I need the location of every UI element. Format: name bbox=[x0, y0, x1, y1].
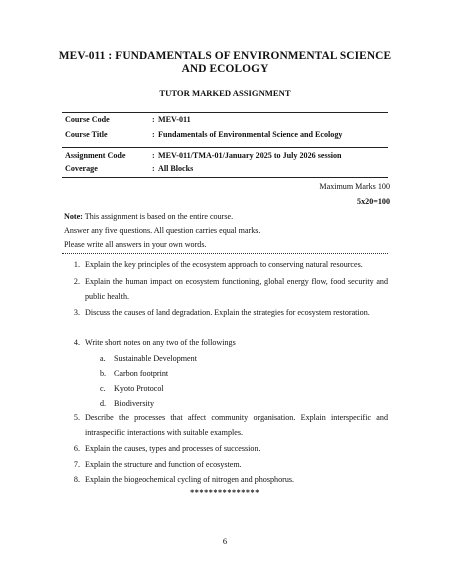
meta-key: Assignment Code bbox=[65, 151, 126, 160]
sub-item-b bbox=[100, 368, 168, 379]
sub-item-letter: a. bbox=[100, 354, 106, 363]
question-5 bbox=[66, 411, 388, 440]
question-text: Describe the processes that affect community organisation. Explain interspecific and intraspecific interactions with suitable examples. bbox=[85, 413, 388, 437]
question-number: 4. bbox=[73, 338, 80, 347]
question-text: Explain the human impact on ecosystem functioning, global energy flow, food security and public health. bbox=[85, 277, 388, 301]
dotted-separator bbox=[62, 253, 388, 254]
question-6 bbox=[66, 442, 388, 457]
question-number: 6. bbox=[73, 444, 80, 453]
question-1 bbox=[66, 258, 388, 273]
note-text: This assignment is based on the entire course. bbox=[82, 212, 234, 221]
sub-item-a bbox=[100, 353, 197, 364]
meta-coverage bbox=[65, 163, 395, 175]
sub-item-text: Carbon footprint bbox=[114, 369, 169, 378]
sub-item-letter: c. bbox=[100, 384, 106, 393]
title-line-1: MEV-011 : FUNDAMENTALS OF ENVIRONMENTAL SCIENCE bbox=[58, 50, 392, 62]
sub-item-letter: b. bbox=[100, 369, 107, 378]
meta-key: Course Code bbox=[65, 115, 110, 124]
meta-value: Fundamentals of Environmental Science and Ecology bbox=[158, 130, 343, 139]
question-number: 8. bbox=[73, 475, 80, 484]
sub-item-text: Kyoto Protocol bbox=[114, 384, 164, 393]
meta-value: MEV-011 bbox=[158, 115, 191, 124]
sub-item-d bbox=[100, 398, 154, 409]
question-4 bbox=[66, 336, 388, 351]
instruction-own-words: Please write all answers in your own words. bbox=[64, 240, 207, 249]
document-title bbox=[40, 50, 410, 76]
question-text: Discuss the causes of land degradation. Explain the strategies for ecosystem restoration. bbox=[85, 308, 370, 317]
meta-sep: : bbox=[152, 130, 155, 139]
question-text: Explain the biogeochemical cycling of nitrogen and phosphorus. bbox=[85, 475, 295, 484]
question-number: 2. bbox=[73, 277, 80, 286]
meta-value: MEV-011/TMA-01/January 2025 to July 2026 session bbox=[158, 151, 342, 160]
sub-item-text: Biodiversity bbox=[114, 399, 155, 408]
question-text: Explain the key principles of the ecosystem approach to conserving natural resources. bbox=[85, 260, 363, 269]
top-rule bbox=[62, 112, 388, 113]
meta-value: All Blocks bbox=[158, 164, 194, 173]
maximum-marks: Maximum Marks 100 bbox=[319, 182, 390, 191]
meta-course-title bbox=[65, 129, 395, 141]
instruction-answer: Answer any five questions. All question carries equal marks. bbox=[64, 226, 261, 235]
title-line-2: AND ECOLOGY bbox=[181, 63, 269, 75]
meta-assignment-code bbox=[65, 150, 395, 162]
meta-sep: : bbox=[152, 164, 155, 173]
meta-course-code bbox=[65, 114, 395, 126]
question-2 bbox=[66, 275, 388, 304]
meta-key: Coverage bbox=[65, 164, 98, 173]
question-3 bbox=[66, 306, 388, 321]
bottom-rule bbox=[62, 177, 388, 178]
meta-sep: : bbox=[152, 115, 155, 124]
end-marker: *************** bbox=[190, 488, 260, 497]
question-number: 7. bbox=[73, 460, 80, 469]
question-text: Write short notes on any two of the followings bbox=[85, 338, 236, 347]
assignment-subtitle: TUTOR MARKED ASSIGNMENT bbox=[159, 88, 291, 98]
question-8 bbox=[66, 473, 388, 488]
sub-item-c bbox=[100, 383, 164, 394]
question-7 bbox=[66, 458, 388, 473]
marks-formula: 5x20=100 bbox=[357, 197, 390, 206]
sub-item-text: Sustainable Development bbox=[114, 354, 197, 363]
question-number: 3. bbox=[73, 308, 80, 317]
sub-item-letter: d. bbox=[100, 399, 107, 408]
question-number: 5. bbox=[73, 413, 80, 422]
meta-key: Course Title bbox=[65, 130, 108, 139]
question-text: Explain the structure and function of ecosystem. bbox=[85, 460, 242, 469]
page-number: 6 bbox=[222, 536, 228, 546]
question-number: 1. bbox=[73, 260, 80, 269]
note-label: Note: bbox=[64, 212, 83, 221]
meta-sep: : bbox=[152, 151, 155, 160]
middle-rule bbox=[62, 147, 388, 148]
note-line bbox=[64, 211, 233, 222]
question-text: Explain the causes, types and processes of succession. bbox=[85, 444, 261, 453]
